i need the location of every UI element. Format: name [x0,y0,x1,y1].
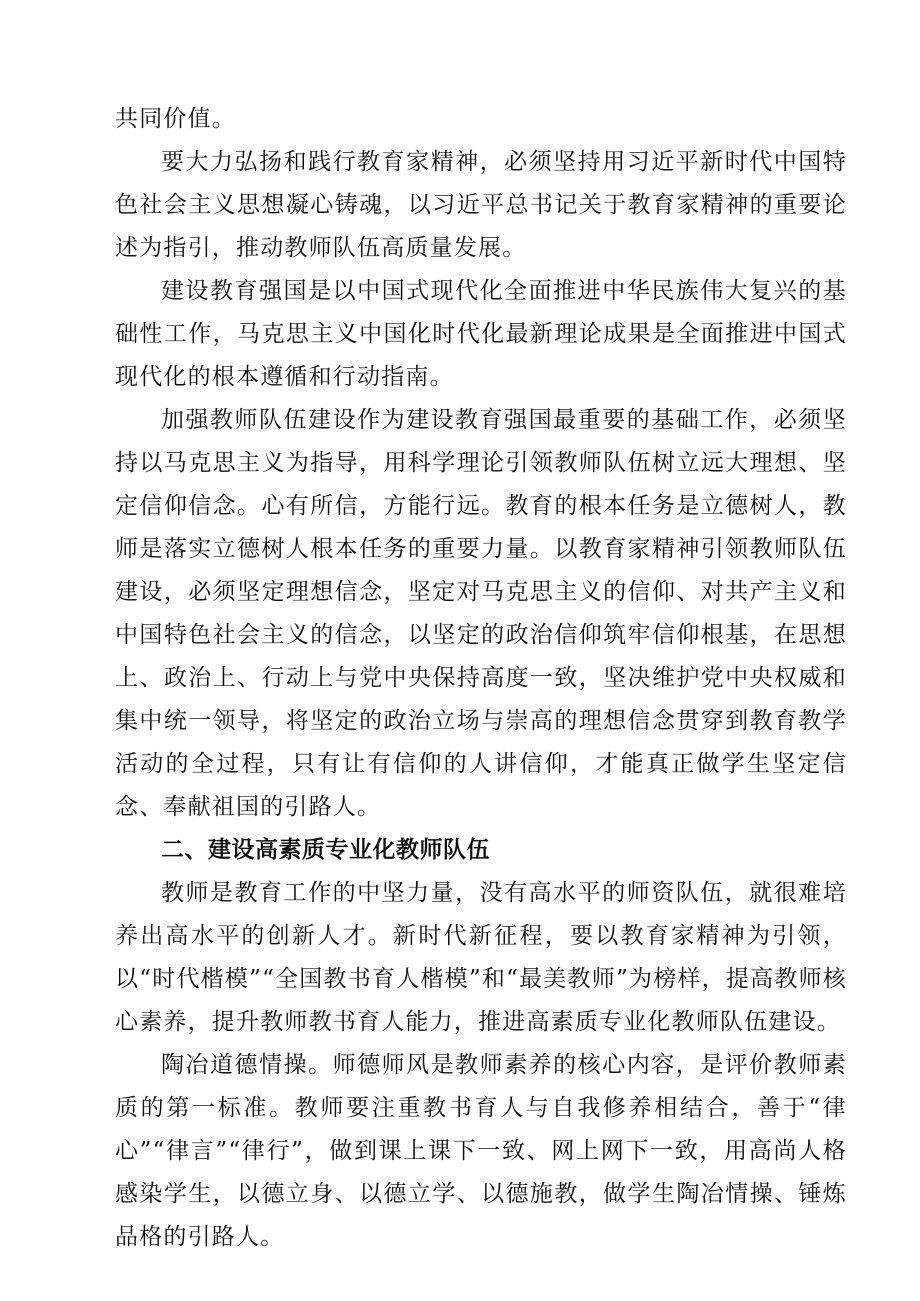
paragraph-education-spirit: 要大力弘扬和践行教育家精神，必须坚持用习近平新时代中国特色社会主义思想凝心铸魂，以习近平总书记关于教育家精神的重要论述为指引，推动教师队伍高质量发展。 [115,149,847,261]
document-body [115,98,847,1259]
paragraph-teacher-team: 加强教师队伍建设作为建设教育强国最重要的基础工作，必须坚持以马克思主义为指导，用科学理论引领教师队伍树立远大理想、坚定信仰信念。心有所信，方能行远。教育的根本任务是立德树人，教师是落实立德树人根本任务的重要力量。以教育家精神引领教师队伍建设，必须坚定理想信念，坚定对马克思主义的信仰、对共产主义和中国特色社会主义的信念，以坚定的政治信仰筑牢信仰根基，在思想上、政治上、行动上与党中央保持高度一致，坚决维护党中央权威和集中统一领导，将坚定的政治立场与崇高的理想信念贯穿到教育教学活动的全过程，只有让有信仰的人讲信仰，才能真正做学生坚定信念、奉献祖国的引路人。 [115,407,847,820]
section-heading: 二、建设高素质专业化教师队伍 [161,837,490,863]
paragraph-continuation: 共同价值。 [115,106,236,132]
paragraph-moral-sentiment: 陶冶道德情操。师德师风是教师素养的核心内容，是评价教师素质的第一标准。教师要注重教书育人与自我修养相结合，善于“律心”“律言”“律行”，做到课上课下一致、网上网下一致，用高尚人格感染学生，以德立身、以德立学、以德施教，做学生陶冶情操、锤炼品格的引路人。 [115,1052,847,1250]
paragraph-teachers-backbone: 教师是教育工作的中坚力量，没有高水平的师资队伍，就很难培养出高水平的创新人才。新时代新征程，要以教育家精神为引领，以“时代楷模”“全国教书育人楷模”和“最美教师”为榜样，提高教师核心素养，提升教师教书育人能力，推进高素质专业化教师队伍建设。 [115,880,847,1035]
paragraph-education-power: 建设教育强国是以中国式现代化全面推进中华民族伟大复兴的基础性工作，马克思主义中国化时代化最新理论成果是全面推进中国式现代化的根本遵循和行动指南。 [115,278,847,390]
